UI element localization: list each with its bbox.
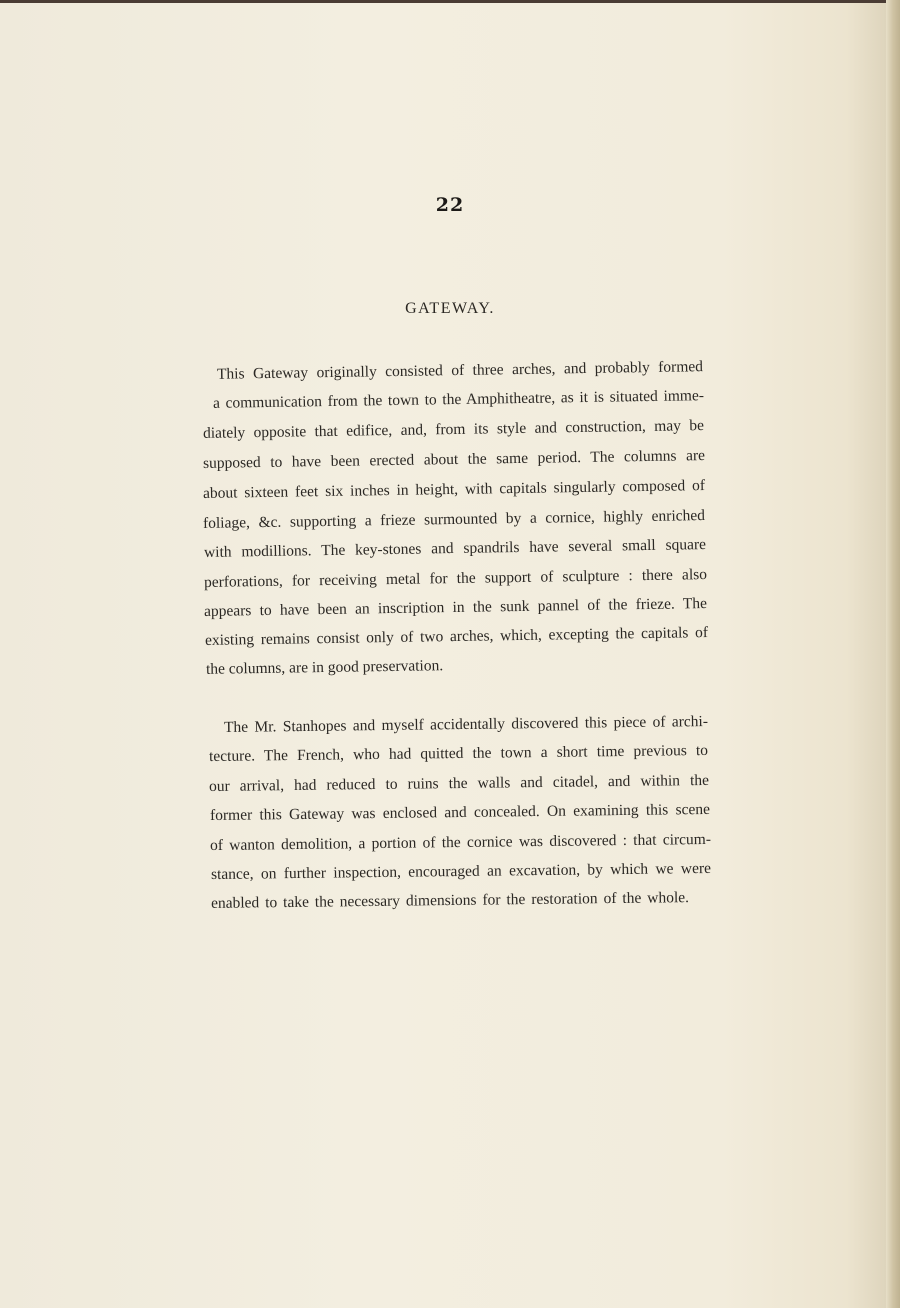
paragraph-1-line: supposed to have been erected about the same period. The columns are	[202, 447, 706, 472]
paragraph-1-line: diately opposite that edifice, and, from its style and construction, may be	[202, 417, 705, 442]
paragraph-2-line: The Mr. Stanhopes and myself accidentally discovered this piece of archi-	[223, 713, 709, 736]
paragraph-1-line: the columns, are in good preservation.	[205, 657, 444, 678]
paragraph-1-line: about sixteen feet six inches in height, with capitals singularly composed of	[202, 477, 706, 502]
paragraph-1-line: with modillions. The key-stones and spandrils have several small square	[203, 536, 707, 561]
paragraph-1-line: appears to have been an inscription in the sunk pannel of the frieze. The	[203, 595, 708, 620]
paragraph-2-line: enabled to take the necessary dimensions for the restoration of the whole.	[210, 889, 690, 912]
paragraph-2-line: stance, on further inspection, encouraged an excavation, by which we were	[210, 859, 712, 884]
paragraph-1-line: perforations, for receiving metal for the support of sculpture : there also	[203, 566, 708, 591]
top-page-edge	[0, 0, 900, 3]
paragraph-1-line: foliage, &c. supporting a frieze surmounted by a cornice, highly enriched	[202, 507, 706, 532]
paragraph-2-line: of wanton demolition, a portion of the cornice was discovered : that circum-	[209, 830, 712, 855]
paragraph-1-line: a communication from the town to the Amphitheatre, as it is situated imme-	[212, 387, 705, 412]
paragraph-2-line: former this Gateway was enclosed and concealed. On examining this scene	[209, 800, 711, 825]
paragraph-1-line: existing remains consist only of two arches, which, excepting the capitals of	[204, 624, 709, 649]
paragraph-2-line: tecture. The French, who had quitted the town a short time previous to	[208, 741, 709, 766]
page-number: 22	[435, 194, 465, 216]
paragraph-2-line: our arrival, had reduced to ruins the walls and citadel, and within the	[208, 771, 710, 796]
paragraph-1-line: This Gateway originally consisted of three arches, and probably formed	[216, 358, 704, 383]
page-title: GATEWAY.	[405, 300, 495, 317]
